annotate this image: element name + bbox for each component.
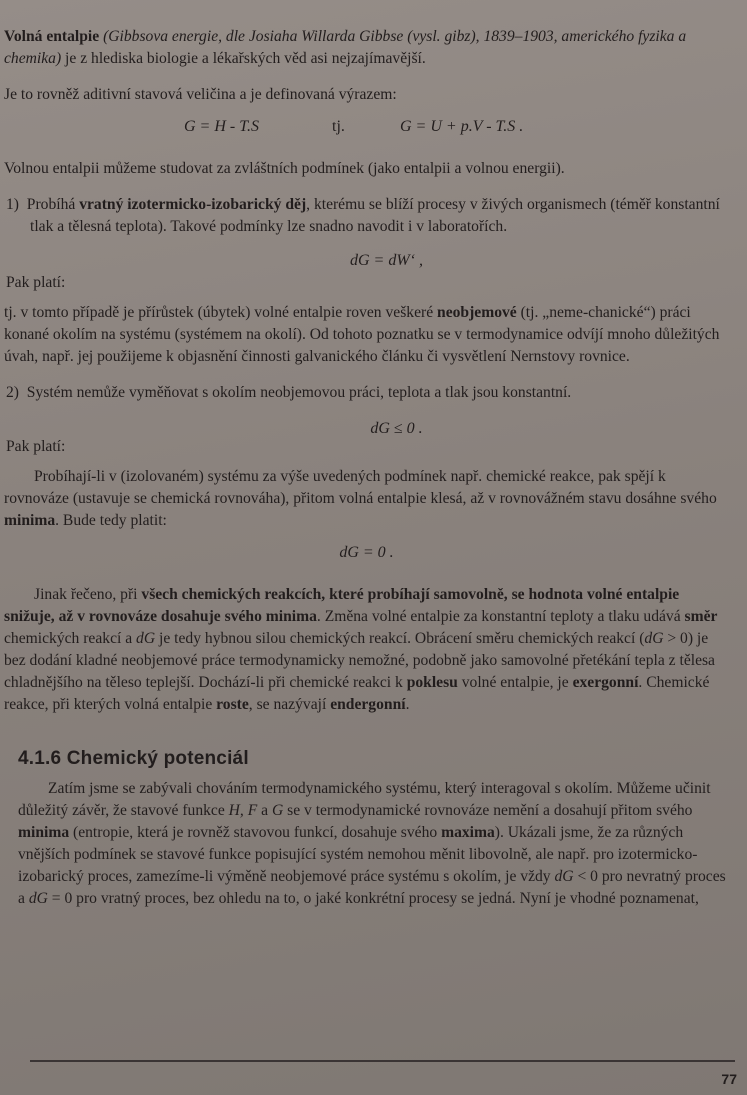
paragraph-conditions: Volnou entalpii můžeme studovat za zvláštních podmínek (jako entalpii a volnou energii).: [4, 160, 565, 177]
equation-2: dG ≤ 0 .: [370, 420, 423, 437]
paragraph-gibbs-intro: Volná entalpie (Gibbsova energie, dle Josiaha Willarda Gibbse (vysl. gibz), 1839–1903, amerického fyzika a chemika) je z hlediska biologie a lékařských věd asi nejzajímavější.: [4, 28, 687, 67]
paragraph-definition: Je to rovněž aditivní stavová veličina a je definovaná výrazem:: [4, 86, 397, 103]
gibbs-note: (Gibbsova energie, dle Josiaha Willarda Gibbse (vysl. gibz), 1839–1903, amerického fyzika a chemika): [4, 28, 687, 67]
section-heading: [4, 748, 729, 770]
equation-1: dG = dW‘ ,: [349, 252, 423, 269]
page-number: 77: [721, 1071, 737, 1087]
paragraph-rovnovaha: Probíhají-li v (izolovaném) systému za výše uvedených podmínek např. chemické reakce, pak spějí k rovnováze (ustavuje se chemická rovnováha), přitom volná entalpie klesá, až v rovnovážném stavu dosáhne svého minima. Bude tedy platit:: [4, 468, 717, 529]
list-item-1: 1) Probíhá vratný izotermicko-izobarický děj, kterému se blíží procesy v živých organismech (téměř konstantní tlak a tělesná teplota). Takové podmínky lze snadno navodit i v laboratořích.: [6, 196, 720, 235]
equation-label-2: Pak platí:: [6, 438, 66, 455]
section-number: 4.1.6: [18, 748, 62, 769]
equation-row-2: [4, 418, 729, 458]
formula-right: G = U + p.V - T.S .: [400, 118, 524, 135]
equation-row-1: [4, 250, 729, 294]
formula-left: G = H - T.S: [184, 118, 259, 135]
footer-divider: [30, 1060, 735, 1062]
equation-label-1: Pak platí:: [6, 274, 66, 291]
paragraph-samovolne-reakce: Jinak řečeno, při všech chemických reakcích, které probíhají samovolně, se hodnota volné entalpie snižuje, až v rovnováze dosahuje svého minima. Změna volné entalpie za konstantní teploty a tlaku udává směr chemických reakcí a dG je tedy hybnou silou chemických reakcí. Obrácení směru chemických reakcí (dG > 0) je bez dodání kladné neobjemové práce termodynamicky nemožné, podobně jako samovolné přetékání tepla z tělesa chladnějšího na těleso teplejší. Dochází-li při chemické reakci k poklesu volné entalpie, je exergonní. Chemické reakce, při kterých volná entalpie roste, se nazývají endergonní.: [4, 586, 718, 713]
paragraph-chemicky-potencial: Zatím jsme se zabývali chováním termodynamického systému, který interagoval s okolím. Můžeme učinit důležitý závěr, že stavové funkce H, F a G se v termodynamické rovnováze nemění a dosahují přitom svého minima (entropie, která je rovněž stavovou funkcí, dosahuje svého maxima). Ukázali jsme, že za různých vnějších podmínek se stavové funkce popisující systém nemohou měnit libovolně, ale např. pro izotermicko-izobarický proces, zamezíme-li výměně neobjemové práce systému s okolím, je vždy dG < 0 pro nevratný proces a dG = 0 pro vratný proces, bez ohledu na to, o jaké konkrétní procesy se jedná. Nyní je vhodné poznamenat,: [18, 780, 726, 907]
list-item-2: 2) Systém nemůže vyměňovat s okolím neobjemovou práci, teplota a tlak jsou konstantní.: [6, 384, 572, 401]
paragraph-neobjemova: tj. v tomto případě je přírůstek (úbytek) volné entalpie roven veškeré neobjemové (tj. „neme-chanické“) práci konané okolím na systému (systémem na okolí). Od tohoto poznatku se v termodynamice odvíjí mnoho důležitých úvah, např. jej použijeme k objasnění činnosti galvanického článku či vysvětlení Nernstovy rovnice.: [4, 304, 720, 365]
term-volna-entalpie: Volná entalpie: [4, 28, 100, 45]
section-title: Chemický potenciál: [66, 748, 249, 769]
equation-3: dG = 0 .: [339, 544, 394, 561]
formula-definition: [4, 116, 729, 146]
formula-tj: tj.: [332, 118, 345, 135]
